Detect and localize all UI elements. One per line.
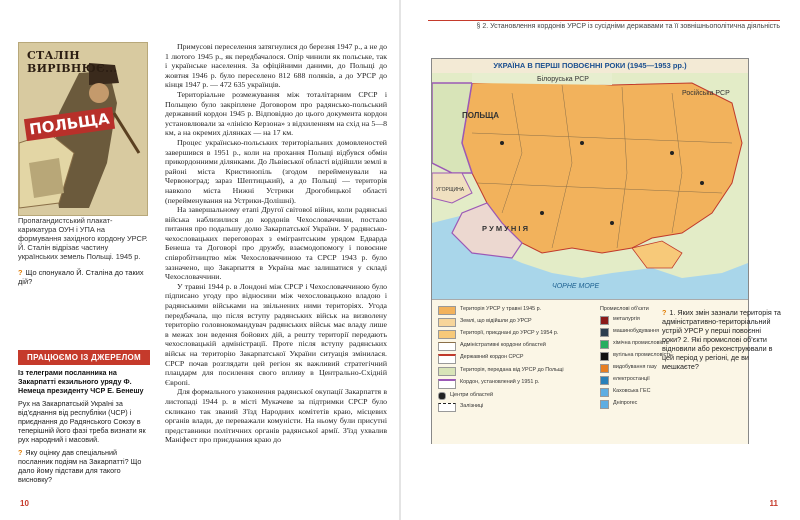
- right-page: [400, 0, 800, 520]
- coal-icon: [600, 352, 609, 361]
- poster-title: СТАЛІН ВИРІВНЮЄ...: [27, 49, 118, 75]
- map-questions-text: 1. Яких змін зазнали територія та адміністративно-територіальний устрій УРСР у перші повоєнні роки? 2. Які промислові об'єкти відновили або реконструювали в цей період у регіоні, де ви мешкаєте?: [662, 308, 781, 371]
- sources-question: [18, 448, 150, 484]
- legend-item: машинобудування: [600, 328, 740, 337]
- machinery-icon: [600, 328, 609, 337]
- map-graphic: [432, 73, 748, 299]
- legend-item: Кордон, установлений у 1951 р.: [438, 379, 588, 389]
- question-icon: ?: [18, 268, 23, 277]
- paragraph: На завершальному етапі Другої світової війни, коли радянські війська наблизилися до кордонів Чехословаччини, постало питання про подальшу долю Закарпатської України. У радянсько-чехословацьких переговорах з емігрантським урядом Едварда Бенеша та Договорі про дружбу, взаємодопомогу і повоєнне співробітництво між Чехословаччиною та СРСР 1943 р. було зазначено, що Закарпаття в Україна має залишатися у складі Чехословаччини.: [165, 205, 387, 282]
- swatch-oblast-border: [438, 342, 456, 351]
- swatch-railway: [438, 403, 456, 412]
- legend-item: Каховська ГЕС: [600, 388, 740, 397]
- legend-item: Територія, передана від УРСР до Польщі: [438, 367, 588, 376]
- historical-map: [431, 58, 749, 444]
- sources-body: [18, 365, 150, 484]
- swatch-ukrssr: [438, 306, 456, 315]
- power-plant-icon: [600, 376, 609, 385]
- legend-col-left: [438, 306, 588, 415]
- sources-header: ПРАЦЮЄМО ІЗ ДЖЕРЕЛОМ: [18, 350, 150, 365]
- swatch-center: [438, 392, 446, 400]
- legend-item: хімічна промисловість: [600, 340, 740, 349]
- main-text: [165, 42, 387, 445]
- question-icon: ?: [18, 448, 23, 457]
- label-poland: ПОЛЬЩА: [462, 111, 500, 120]
- label-belarus: Білоруська РСР: [537, 76, 589, 83]
- question-icon: ?: [662, 308, 667, 317]
- sources-title: Із телеграми посланника на Закарпатті екзильного уряду Ф. Немеца президенту ЧСР Е. Бенешу: [18, 368, 144, 395]
- paragraph: Примусові переселення затягнулися до березня 1947 р., а не до 1 лютого 1945 р., як передбачалося. Опір чинили як польське, так і українське населення. За офіційними даними, до Польщі до жовтня 1946 р. було переселено 812 688 поляків, а до УРСР до кінця 1947 р. — 472 635 українців.: [165, 42, 387, 90]
- swatch-1954: [438, 330, 456, 339]
- swatch-ussr-border: [438, 354, 456, 364]
- legend-item: Промислові об'єкти: [600, 306, 649, 312]
- paragraph: Процес українсько-польських територіальних домовленостей завершився в 1951 р., коли на прохання Польщі відбувся обмін прикордонними ділянками. До Львівської області відійшли землі в районі міста Кристинопіль (згодом перейменували на Червоноград; зараз Шептицький), а до Польщі — територія навколо міста Нижні Устрики Дрогобицької області (перейменування на Устрики-Долішні).: [165, 137, 387, 205]
- poster-caption: Пропагандистський плакат-карикатура ОУН і УПА на формування західного кордону УРСР. Й. Сталін відрізає частину українських земель Польщі. 1945 р.: [18, 216, 148, 261]
- label-black-sea: ЧОРНЕ МОРЕ: [552, 283, 600, 290]
- legend-item: Землі, що відійшли до УРСР: [438, 318, 588, 327]
- legend-item: електростанції: [600, 376, 740, 385]
- legend-item: Залізниці: [438, 403, 588, 412]
- legend-item: Територія УРСР у травні 1945 р.: [438, 306, 588, 315]
- legend-item: металургія: [600, 316, 740, 325]
- label-romania: Р У М У Н І Я: [482, 224, 528, 233]
- chemical-icon: [600, 340, 609, 349]
- legend-item: Центри областей: [438, 392, 588, 400]
- legend-item: Території, приєднані до УРСР у 1954 р.: [438, 330, 588, 339]
- swatch-annexed: [438, 318, 456, 327]
- dniprohes-icon: [600, 400, 609, 409]
- label-russia: Російська РСР: [682, 90, 730, 97]
- map-questions: [662, 308, 782, 371]
- sources-box: [18, 350, 150, 484]
- legend-item: вугільна промисловість: [600, 352, 740, 361]
- paragraph: Територіальне розмежування між тоталітарним СРСР і Польщею було закріплене Договором про радянсько-польський державний кордон 1945 р. Відповідно до цього документа кордон установлювали за «лінією Керзона» з відхиленням на схід на 5—8 км, а на окремих ділянках — на 17 км.: [165, 89, 387, 138]
- poster-question-text: Що спонукало Й. Сталіна до таких дій?: [18, 268, 144, 286]
- hydro-icon: [600, 388, 609, 397]
- map-title: УКРАЇНА В ПЕРШІ ПОВОЄННІ РОКИ (1945—1953 рр.): [432, 59, 748, 73]
- sources-question-text: Яку оцінку дав спеціальний посланник подіям на Закарпатті? Що дало йому підстави для такого висновку?: [18, 448, 142, 484]
- section-header: § 2. Установлення кордонів УРСР із сусідніми державами та її зовнішньополітична діяльність: [428, 20, 780, 30]
- poster-word: ПОЛЬЩА: [24, 107, 115, 141]
- legend-item: Державний кордон СРСР: [438, 354, 588, 364]
- paragraph: У травні 1944 р. в Лондоні між СРСР і Чехословаччиною було підписано угоду про відносини між чехословацькою владою і радянськими військами на звільнених ними територіях. Угода передбачала, що після вступу радянських військ на визволену територію головнокомандувач радянських військ має владу лише в межах зон ведення бойових дій, а решту території передають чехословацькій адміністрації. Проте після вступу радянських військ на територію Закарпатської України ситуація змінилася. СРСР почав розглядати цей регіон як важливий стратегічний плацдарм для посилення свого впливу в Центрально-Східній Європі.: [165, 281, 387, 387]
- legend-item: Адміністративні кордони областей: [438, 342, 588, 351]
- paragraph: Для формального узаконення радянської окупації Закарпаття в листопаді 1944 р. в місті Мукачеве за підтримки СРСР було скликано так званий З'їзд Народних комітетів краю, місцевих органів влади, де переважали комуністи. На ньому були присутні представники політичних органів радянської армії. З'їзд ухвалив Маніфест про приєднання краю до: [165, 387, 387, 445]
- metallurgy-icon: [600, 316, 609, 325]
- page-number-right: 11: [769, 499, 778, 508]
- swatch-1951-border: [438, 379, 456, 389]
- label-hungary: УГОРЩИНА: [436, 187, 465, 193]
- poster-question: [18, 268, 148, 286]
- swatch-to-poland: [438, 367, 456, 376]
- legend-item: видобування газу: [600, 364, 740, 373]
- legend-item: Дніпрогес: [600, 400, 740, 409]
- page-number-left: 10: [20, 499, 29, 508]
- sources-text: Рух на Закарпатській Україні за від'єднання від республіки (ЧСР) і приєднання до Радянського Союзу в теперішній його фазі треба визнати як рух народний і масовий.: [18, 399, 146, 444]
- propaganda-poster: [18, 42, 148, 216]
- gas-icon: [600, 364, 609, 373]
